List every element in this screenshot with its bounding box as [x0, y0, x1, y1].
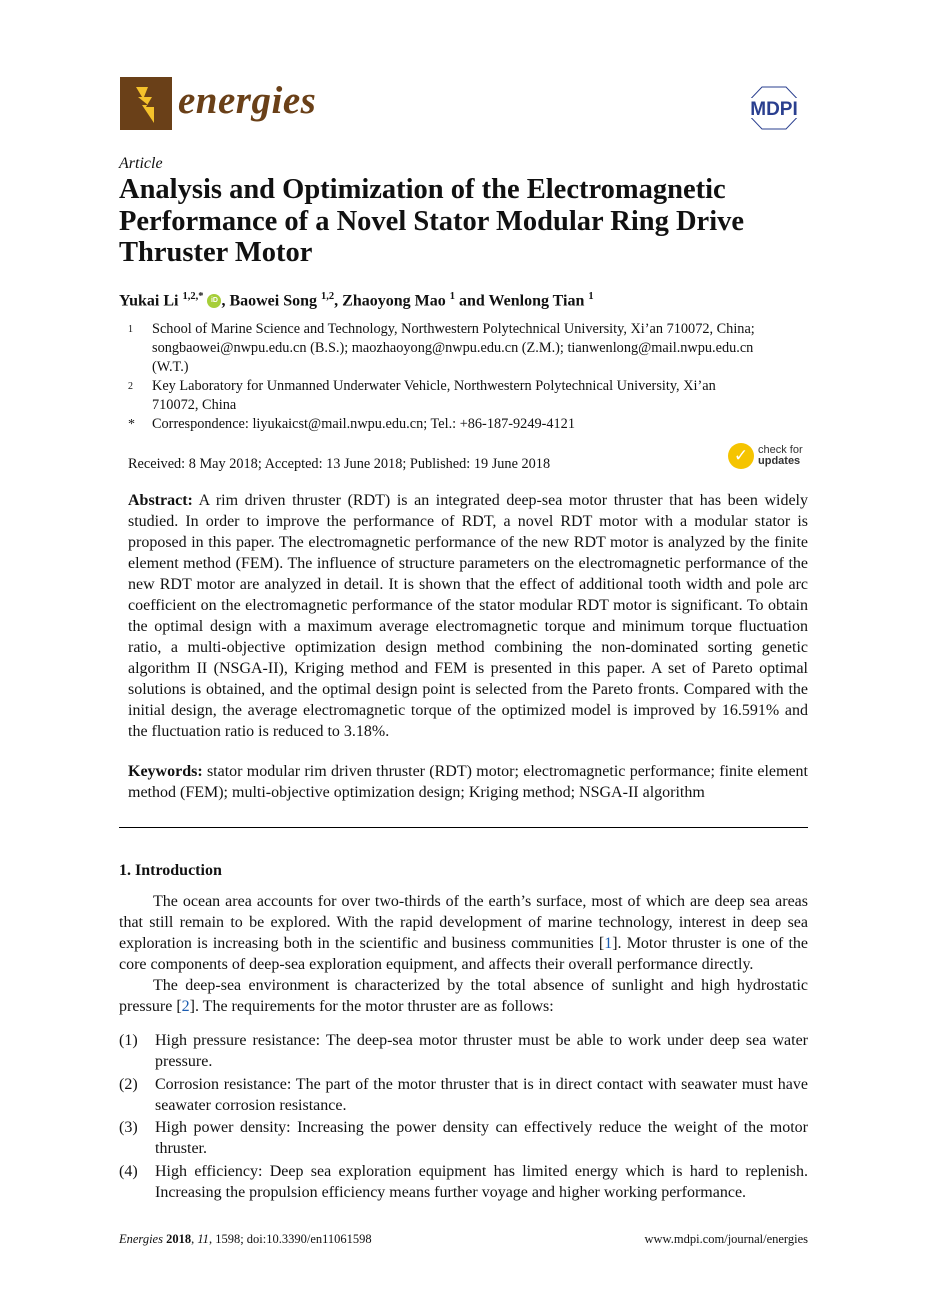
keywords-label: Keywords:	[128, 763, 203, 780]
keywords-text: stator modular rim driven thruster (RDT) motor; electromagnetic performance; finite element method (FEM); multi-objective optimization design; Kriging method; NSGA-II algorithm	[128, 763, 808, 801]
list-number: (4)	[119, 1162, 138, 1180]
list-item	[119, 1030, 808, 1072]
check-updates-line1: check for	[758, 443, 803, 456]
affiliation	[128, 377, 808, 415]
paragraph	[119, 975, 808, 1017]
journal-url[interactable]: www.mdpi.com/journal/energies	[644, 1232, 808, 1246]
author-sep: ,	[334, 292, 343, 310]
affiliation-text: Key Laboratory for Unmanned Underwater Vehicle, Northwestern Polytechnical University, Xi’an 710072, China	[152, 378, 716, 413]
author-list	[119, 291, 594, 310]
publication-dates: Received: 8 May 2018; Accepted: 13 June 2018; Published: 19 June 2018	[128, 456, 551, 472]
check-for-updates-button[interactable]	[728, 443, 803, 469]
journal-logo-icon	[120, 77, 172, 130]
citation-link[interactable]: 2	[181, 998, 190, 1015]
list-text: Corrosion resistance: The part of the motor thruster that is in direct contact with seawater must have seawater corrosion resistance.	[155, 1075, 808, 1114]
citation-link[interactable]: 1	[604, 935, 613, 952]
affiliation-mark: *	[128, 417, 135, 432]
citation-footer: Energies 2018, 11, 1598; doi:10.3390/en11061598	[119, 1232, 372, 1246]
affiliation	[128, 320, 808, 377]
text: The deep-sea environment is characterized by the total absence of sunlight and high hydrostatic pressure [	[119, 977, 808, 1015]
author-sup: 1	[588, 291, 594, 302]
checkmark-icon: ✓	[728, 443, 754, 469]
author[interactable]: Wenlong Tian	[488, 292, 585, 310]
mdpi-logo-icon	[740, 86, 808, 130]
footer-volume: 11	[197, 1232, 209, 1246]
requirements-list	[119, 1030, 808, 1204]
keywords	[128, 761, 808, 803]
abstract	[128, 490, 808, 742]
list-item	[119, 1161, 808, 1203]
text: ]. Motor thruster is one of the core components of deep-sea exploration equipment, and affects their overall performance directly.	[119, 935, 808, 973]
paragraph	[119, 891, 808, 975]
author-sup: 1,2,*	[182, 291, 204, 302]
correspondence-text: Correspondence: liyukaicst@mail.nwpu.edu.cn; Tel.: +86-187-9249-4121	[152, 416, 575, 432]
affiliation	[128, 415, 808, 434]
abstract-text: A rim driven thruster (RDT) is an integrated deep-sea motor thruster that has been widely studied. In order to improve the performance of RDT, a novel RDT motor with a modular stator is proposed in this paper. The electromagnetic performance of the new RDT motor is analyzed by the finite element method (FEM). The influence of structure parameters on the electromagnetic performance of the new RDT motor are analyzed in detail. It is shown that the effect of additional tooth width and pole arc coefficient on the electromagnetic performance of the stator modular RDT motor is significant. To obtain the optimal design with a maximum average electromagnetic torque and minimum torque fluctuation ratio, a multi-objective optimization design method combining the non-dominated sorting genetic algorithm II (NSGA-II), Kriging method and FEM is presented in this paper. A set of Pareto optimal solutions is obtained, and the optimal design point is selected from the Pareto fronts. Compared with the initial design, the average electromagnetic torque of the optimized model is improved by 16.591% and the fluctuation ratio is reduced to 3.18%.	[128, 492, 808, 740]
footer-journal: Energies	[119, 1232, 163, 1246]
author-sep: and	[454, 292, 489, 310]
list-number: (1)	[119, 1032, 138, 1049]
author[interactable]: Baowei Song	[229, 292, 318, 310]
article-type: Article	[119, 155, 163, 172]
list-text: High power density: Increasing the power density can effectively reduce the weight of the motor thruster.	[155, 1119, 808, 1157]
list-item	[119, 1117, 808, 1159]
text: The ocean area accounts for over two-thirds of the earth’s surface, most of which are deep sea areas that still remain to be explored. With the rapid development of marine technology, interest in deep sea exploration is increasing both in the scientific and business communities [	[119, 893, 808, 952]
affiliation-text: School of Marine Science and Technology, Northwestern Polytechnical University, Xi’an 710072, China; songbaowei@nwpu.edu.cn (B.S.); maozhaoyong@nwpu.edu.cn (Z.M.); tianwenlong@mail.nwpu.edu.cn (W.T.)	[152, 321, 755, 375]
footer-year: 2018	[166, 1232, 192, 1246]
author-sep: ,	[221, 292, 230, 310]
section-heading: 1. Introduction	[119, 862, 222, 879]
abstract-label: Abstract:	[128, 492, 193, 509]
list-item	[119, 1074, 808, 1116]
author-sup: 1	[449, 291, 455, 302]
mdpi-logo-text: MDPI	[750, 99, 798, 120]
author[interactable]: Zhaoyong Mao	[342, 292, 446, 310]
journal-name: energies	[178, 79, 317, 122]
author-sup: 1,2	[321, 291, 335, 302]
list-number: (2)	[119, 1075, 138, 1093]
list-text: High efficiency: Deep sea exploration equipment has limited energy which is hard to replenish. Increasing the propulsion efficiency means further voyage and higher working performance.	[155, 1162, 808, 1201]
orcid-icon[interactable]: iD	[207, 294, 221, 308]
author[interactable]: Yukai Li	[119, 292, 179, 310]
text: ]. The requirements for the motor thruster are as follows:	[189, 998, 554, 1015]
check-updates-line2: updates	[758, 455, 801, 467]
list-text: High pressure resistance: The deep-sea motor thruster must be able to work under deep sea water pressure.	[155, 1032, 808, 1070]
divider	[119, 827, 808, 828]
body-text	[119, 891, 808, 1017]
list-number: (3)	[119, 1119, 138, 1136]
affiliations	[128, 320, 808, 434]
affiliation-mark: 1	[128, 324, 133, 335]
affiliation-mark: 2	[128, 381, 133, 392]
footer-doi: , 1598; doi:10.3390/en11061598	[208, 1232, 372, 1246]
paper-title: Analysis and Optimization of the Electromagnetic Performance of a Novel Stator Modular Ring Drive Thruster Motor	[119, 174, 745, 268]
